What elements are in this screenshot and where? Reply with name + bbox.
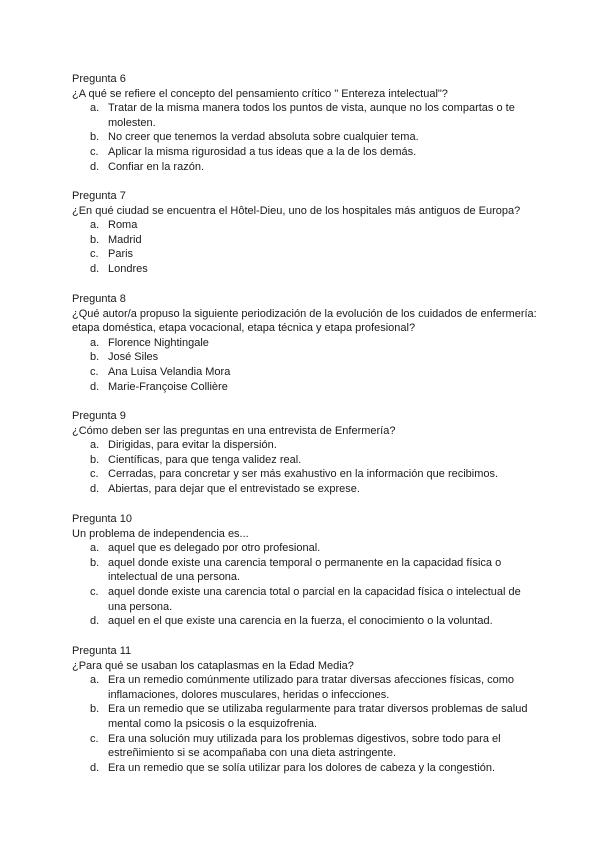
option-letter: c. bbox=[90, 732, 99, 745]
option-letter: c. bbox=[90, 365, 99, 378]
option-b bbox=[72, 702, 542, 731]
option-a bbox=[72, 101, 542, 130]
option-letter: a. bbox=[90, 336, 100, 349]
option-letter: d. bbox=[90, 761, 100, 774]
option-d bbox=[72, 482, 542, 497]
question-text: ¿En qué ciudad se encuentra el Hôtel-Dieu, uno de los hospitales más antiguos de Europa? bbox=[72, 204, 521, 217]
question-8 bbox=[72, 292, 542, 394]
options-list bbox=[72, 336, 542, 394]
option-letter: c. bbox=[90, 585, 99, 598]
question-title: Pregunta 6 bbox=[72, 73, 126, 85]
option-c bbox=[72, 247, 542, 262]
question-7 bbox=[72, 189, 542, 277]
option-text: Marie-Françoise Collière bbox=[108, 380, 228, 393]
question-title: Pregunta 9 bbox=[72, 410, 126, 422]
option-c bbox=[72, 145, 542, 160]
option-text: Abiertas, para dejar que el entrevistado se exprese. bbox=[108, 482, 360, 495]
question-text: ¿Cómo deben ser las preguntas en una entrevista de Enfermería? bbox=[72, 424, 396, 437]
options-list bbox=[72, 101, 542, 174]
option-text: Ana Luisa Velandia Mora bbox=[108, 365, 231, 378]
option-text: Era una solución muy utilizada para los problemas digestivos, sobre todo para el estreñimiento si se acompañaba con una dieta astringente. bbox=[108, 732, 501, 760]
option-letter: b. bbox=[90, 453, 100, 466]
option-letter: a. bbox=[90, 674, 100, 687]
option-b bbox=[72, 233, 542, 248]
option-d bbox=[72, 614, 542, 629]
option-text: Confiar en la razón. bbox=[108, 160, 204, 173]
options-list bbox=[72, 438, 542, 496]
option-b bbox=[72, 556, 542, 585]
option-letter: d. bbox=[90, 380, 100, 393]
option-text: No creer que tenemos la verdad absoluta sobre cualquier tema. bbox=[108, 131, 419, 144]
question-title: Pregunta 7 bbox=[72, 190, 126, 202]
option-text: Aplicar la misma rigurosidad a tus ideas que a la de los demás. bbox=[108, 145, 417, 158]
question-9 bbox=[72, 409, 542, 497]
option-c bbox=[72, 365, 542, 380]
option-a bbox=[72, 541, 542, 556]
question-text: ¿Para qué se usaban los cataplasmas en la Edad Media? bbox=[72, 659, 354, 672]
question-text: Un problema de independencia es... bbox=[72, 527, 249, 540]
option-text: Paris bbox=[108, 248, 134, 261]
option-b bbox=[72, 350, 542, 365]
option-text: Tratar de la misma manera todos los puntos de vista, aunque no los compartas o te molesten. bbox=[108, 102, 515, 129]
question-title: Pregunta 11 bbox=[72, 645, 132, 657]
option-text: Londres bbox=[108, 262, 148, 275]
option-text: Era un remedio que se utilizaba regularmente para tratar diversos problemas de salud mental como la psicosis o la esquizofrenia. bbox=[108, 703, 528, 730]
option-letter: b. bbox=[90, 351, 100, 364]
option-text: Madrid bbox=[108, 233, 142, 246]
option-letter: d. bbox=[90, 262, 100, 275]
option-c bbox=[72, 467, 542, 482]
options-list bbox=[72, 541, 542, 629]
option-letter: c. bbox=[90, 145, 99, 158]
option-letter: b. bbox=[90, 233, 100, 246]
option-text: Florence Nightingale bbox=[108, 336, 209, 349]
question-title: Pregunta 8 bbox=[72, 293, 126, 305]
question-10 bbox=[72, 512, 542, 629]
option-a bbox=[72, 673, 542, 702]
option-text: Roma bbox=[108, 219, 138, 232]
option-d bbox=[72, 160, 542, 175]
option-letter: b. bbox=[90, 703, 100, 716]
option-letter: d. bbox=[90, 615, 100, 628]
question-11 bbox=[72, 644, 542, 775]
option-letter: c. bbox=[90, 468, 99, 481]
option-text: Era un remedio comúnmente utilizado para tratar diversas afecciones físicas, como inflamaciones, dolores musculares, heridas o infecciones. bbox=[108, 674, 514, 701]
option-letter: d. bbox=[90, 160, 100, 173]
option-c bbox=[72, 732, 542, 761]
option-b bbox=[72, 130, 542, 145]
option-text: aquel donde existe una carencia temporal o permanente en la capacidad física o intelectual de una persona. bbox=[108, 556, 502, 584]
option-letter: b. bbox=[90, 131, 100, 144]
option-letter: a. bbox=[90, 219, 100, 232]
option-text: aquel que es delegado por otro profesional. bbox=[108, 542, 321, 555]
option-text: Era un remedio que se solía utilizar para los dolores de cabeza y la congestión. bbox=[108, 761, 496, 774]
option-text: aquel en el que existe una carencia en la fuerza, el conocimiento o la voluntad. bbox=[108, 615, 493, 628]
option-d bbox=[72, 380, 542, 395]
option-text: Científicas, para que tenga validez real. bbox=[108, 453, 302, 466]
question-text: ¿Qué autor/a propuso la siguiente periodización de la evolución de los cuidados de enfermería: etapa doméstica, etapa vocacional, etapa técnica y etapa profesional? bbox=[72, 307, 537, 335]
option-a bbox=[72, 336, 542, 351]
option-d bbox=[72, 262, 542, 277]
option-d bbox=[72, 761, 542, 776]
option-a bbox=[72, 438, 542, 453]
option-letter: a. bbox=[90, 542, 100, 555]
question-6 bbox=[72, 72, 542, 174]
option-text: Cerradas, para concretar y ser más exahustivo en la información que recibimos. bbox=[108, 468, 499, 481]
option-letter: a. bbox=[90, 439, 100, 452]
option-text: Dirigidas, para evitar la dispersión. bbox=[108, 439, 277, 452]
question-title: Pregunta 10 bbox=[72, 513, 132, 525]
option-letter: c. bbox=[90, 248, 99, 261]
options-list bbox=[72, 673, 542, 775]
option-letter: b. bbox=[90, 556, 100, 569]
option-text: aquel donde existe una carencia total o parcial en la capacidad física o intelectual de una persona. bbox=[108, 585, 521, 613]
option-c bbox=[72, 585, 542, 614]
option-text: José Siles bbox=[108, 351, 159, 364]
question-text: ¿A qué se refiere el concepto del pensamiento crítico " Entereza intelectual"? bbox=[72, 87, 448, 100]
option-letter: d. bbox=[90, 482, 100, 495]
option-a bbox=[72, 218, 542, 233]
option-b bbox=[72, 453, 542, 468]
options-list bbox=[72, 218, 542, 276]
option-letter: a. bbox=[90, 102, 100, 115]
